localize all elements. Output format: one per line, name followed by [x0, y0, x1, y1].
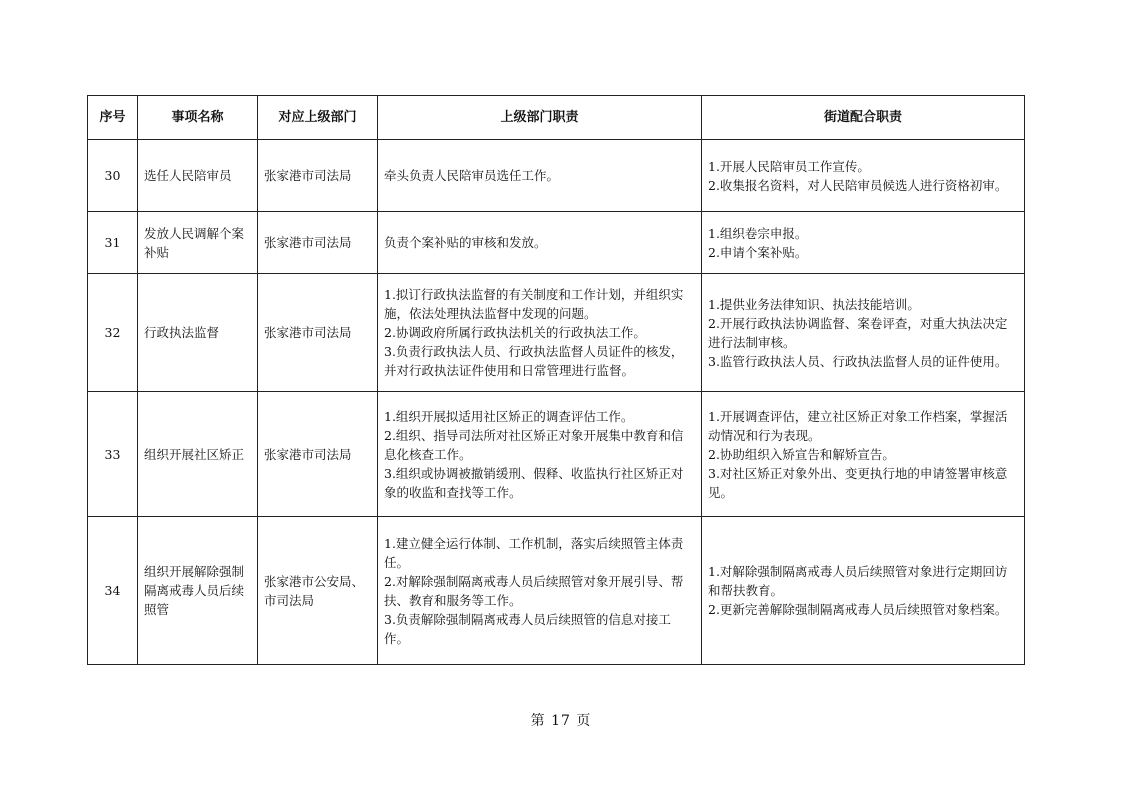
duty-line: 3.对社区矫正对象外出、变更执行地的申请签署审核意见。	[708, 465, 1008, 500]
table-row	[88, 517, 1025, 665]
duty-line: 1.建立健全运行体制、工作机制，落实后续照管主体责任。	[384, 535, 684, 570]
upper-dept: 张家港市司法局	[258, 212, 378, 274]
duty-line: 负责个案补贴的审核和发放。	[384, 235, 547, 250]
street-duty	[702, 274, 1025, 392]
item-name: 发放人民调解个案补贴	[138, 212, 258, 274]
duty-line: 3.组织或协调被撤销缓刑、假释、收监执行社区矫正对象的收监和查找等工作。	[384, 465, 684, 500]
upper-duty	[378, 392, 702, 517]
header-item-name: 事项名称	[138, 96, 258, 140]
item-name: 选任人民陪审员	[138, 140, 258, 212]
duty-line: 1.开展人民陪审员工作宣传。	[708, 158, 870, 174]
duty-line: 2.收集报名资料，对人民陪审员候选人进行资格初审。	[708, 177, 1008, 193]
street-duty	[702, 140, 1025, 212]
header-street-duty: 街道配合职责	[702, 96, 1025, 140]
upper-dept: 张家港市司法局	[258, 392, 378, 517]
duty-line: 2.开展行政执法协调监督、案卷评查，对重大执法决定进行法制审核。	[708, 315, 1008, 350]
header-upper-duty: 上级部门职责	[378, 96, 702, 140]
duty-line: 1.提供业务法律知识、执法技能培训。	[708, 296, 920, 312]
header-upper-dept: 对应上级部门	[258, 96, 378, 140]
upper-dept: 张家港市司法局	[258, 274, 378, 392]
row-number: 31	[88, 212, 138, 274]
table-row	[88, 274, 1025, 392]
duty-line: 3.监管行政执法人员、行政执法监督人员的证件使用。	[708, 353, 1008, 369]
upper-dept: 张家港市公安局、市司法局	[258, 517, 378, 665]
upper-dept: 张家港市司法局	[258, 140, 378, 212]
item-name: 组织开展解除强制隔离戒毒人员后续照管	[138, 517, 258, 665]
duty-line: 2.更新完善解除强制隔离戒毒人员后续照管对象档案。	[708, 602, 1008, 617]
street-duty	[702, 392, 1025, 517]
duty-line: 2.协助组织入矫宣告和解矫宣告。	[708, 446, 895, 462]
duty-line: 3.负责解除强制隔离戒毒人员后续照管的信息对接工作。	[384, 611, 671, 646]
duty-table	[87, 95, 1025, 665]
street-duty	[702, 212, 1025, 274]
upper-duty	[378, 517, 702, 665]
duty-line: 2.组织、指导司法所对社区矫正对象开展集中教育和信息化核查工作。	[384, 427, 684, 462]
row-number: 30	[88, 140, 138, 212]
duty-line: 1.开展调查评估，建立社区矫正对象工作档案，掌握活动情况和行为表现。	[708, 408, 1008, 443]
page-number: 第 17 页	[530, 713, 592, 729]
item-name: 组织开展社区矫正	[138, 392, 258, 517]
upper-duty	[378, 274, 702, 392]
duty-line: 1.组织开展拟适用社区矫正的调查评估工作。	[384, 408, 634, 424]
duty-line: 1.组织卷宗申报。	[708, 225, 808, 241]
upper-duty	[378, 140, 702, 212]
duty-line: 1.对解除强制隔离戒毒人员后续照管对象进行定期回访和帮扶教育。	[708, 564, 1008, 598]
row-number: 34	[88, 517, 138, 665]
upper-duty	[378, 212, 702, 274]
duty-line: 3.负责行政执法人员、行政执法监督人员证件的核发，并对行政执法证件使用和日常管理进行监督。	[384, 344, 684, 378]
duty-line: 牵头负责人民陪审员选任工作。	[384, 168, 560, 183]
table-row	[88, 212, 1025, 274]
duty-line: 2.协调政府所属行政执法机关的行政执法工作。	[384, 325, 646, 340]
table-row	[88, 140, 1025, 212]
item-name: 行政执法监督	[138, 274, 258, 392]
street-duty	[702, 517, 1025, 665]
duty-line: 2.申请个案补贴。	[708, 244, 808, 260]
row-number: 33	[88, 392, 138, 517]
duty-line: 2.对解除强制隔离戒毒人员后续照管对象开展引导、帮扶、教育和服务等工作。	[384, 573, 684, 608]
table-row	[88, 392, 1025, 517]
duty-line: 1.拟订行政执法监督的有关制度和工作计划，并组织实施，依法处理执法监督中发现的问题。	[384, 287, 684, 321]
row-number: 32	[88, 274, 138, 392]
table-header-row	[88, 96, 1025, 140]
header-no: 序号	[88, 96, 138, 140]
